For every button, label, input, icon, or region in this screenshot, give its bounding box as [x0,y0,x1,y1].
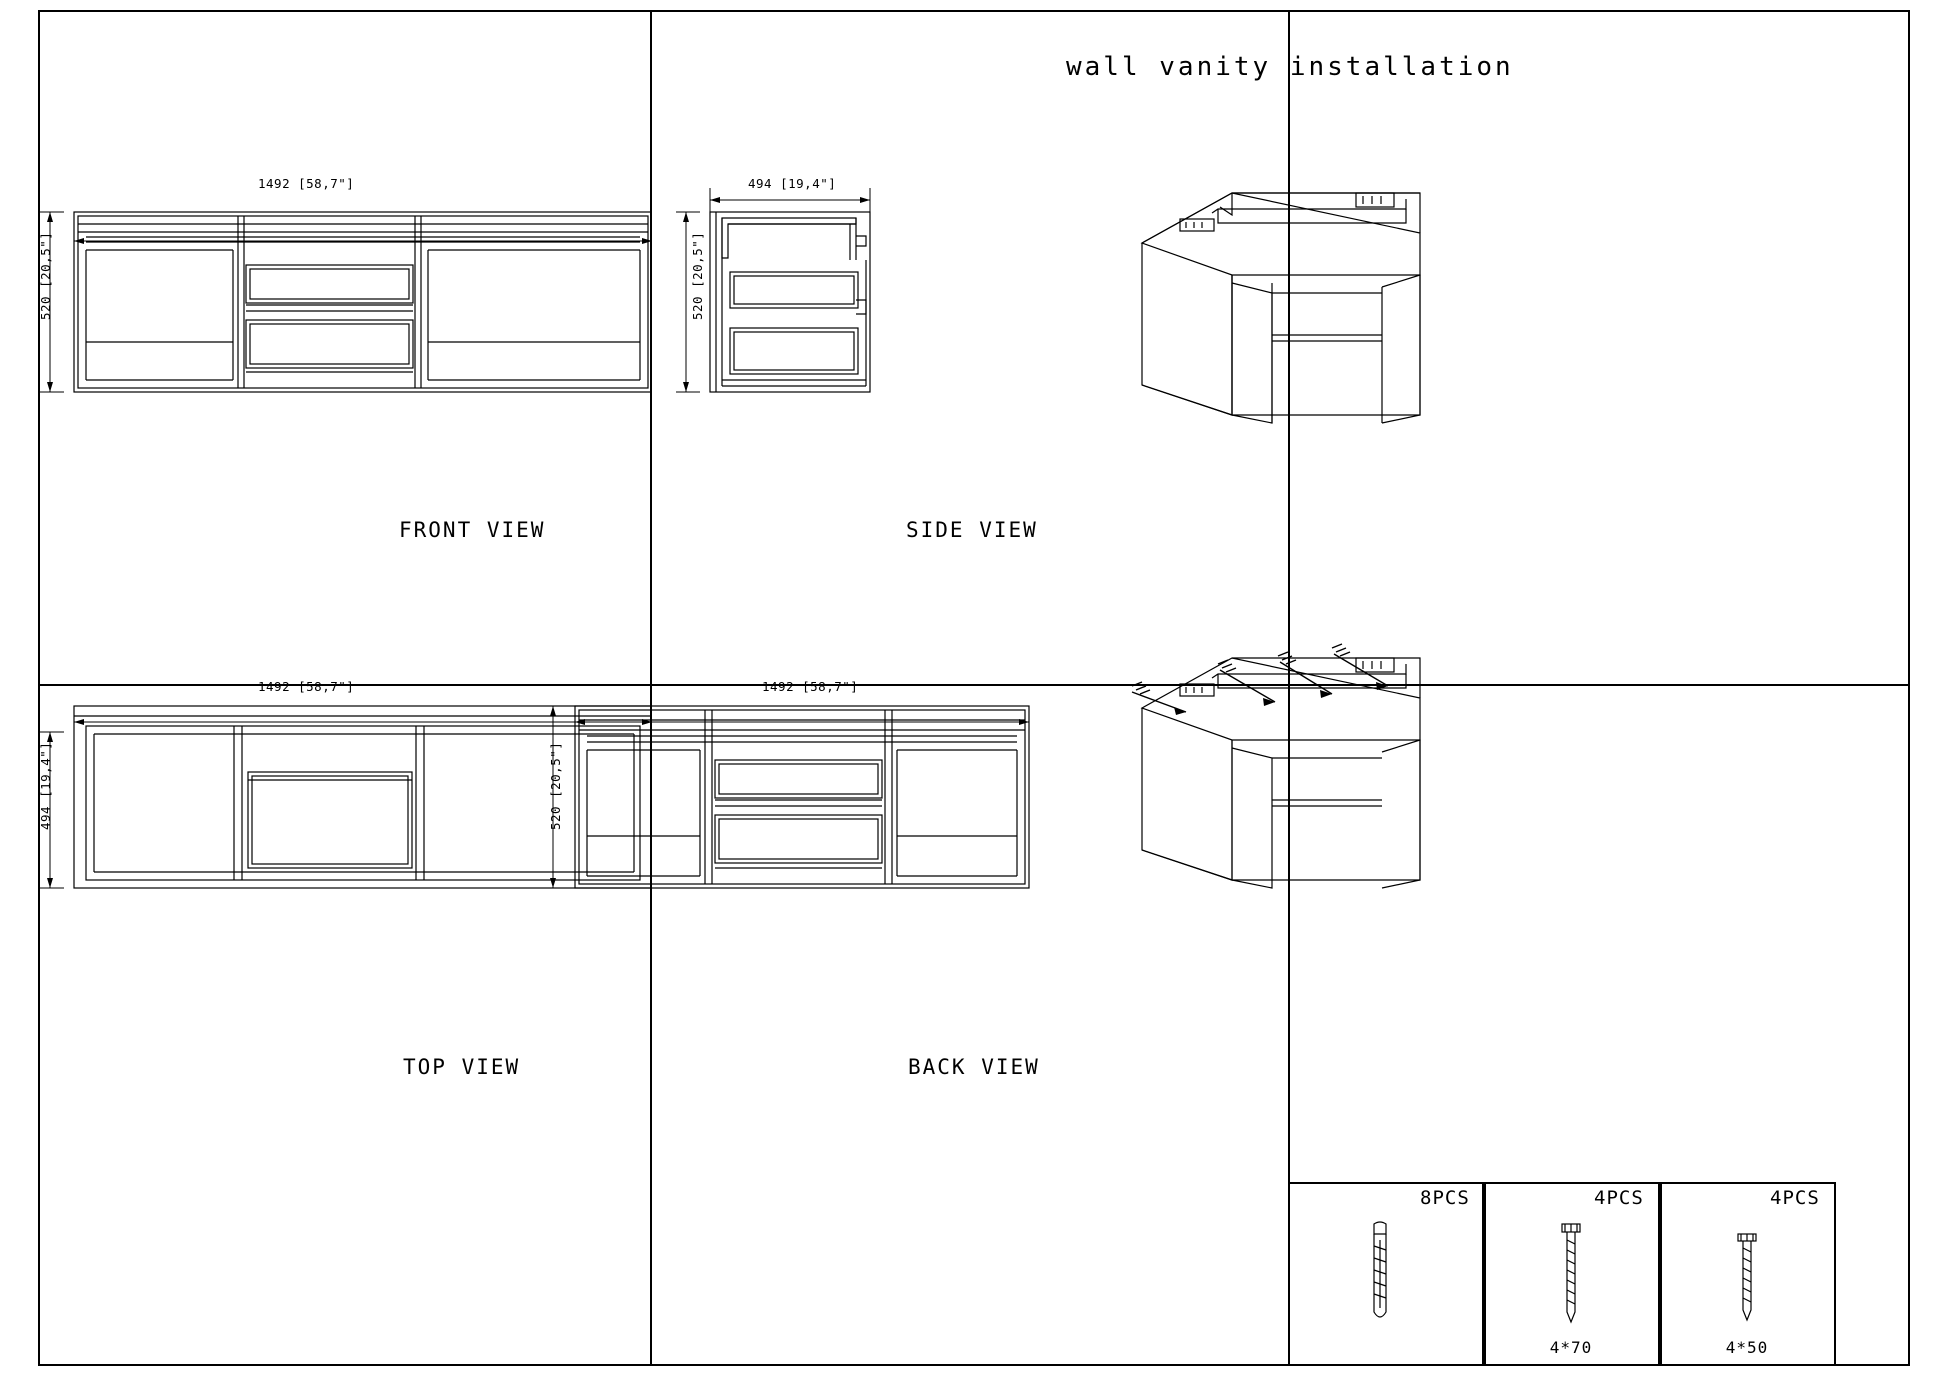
hardware-table [1288,1182,1910,1366]
top-width-dimension: 1492 [58,7"] [258,679,355,694]
screw-4x50-spec: 4*50 [1725,1338,1769,1357]
back-width-dimension: 1492 [58,7"] [762,679,859,694]
back-view-title: BACK VIEW [908,1055,1040,1079]
front-width-dimension: 1492 [58,7"] [258,176,355,191]
back-height-dimension: 520 [20,5"] [548,741,563,830]
front-height-dimension: 520 [20,5"] [38,231,53,320]
hardware-qty-anchor: 8PCS [1420,1187,1470,1209]
screw-4x70-spec: 4*70 [1549,1338,1593,1357]
hardware-qty-screw70: 4PCS [1594,1187,1644,1209]
screw-4x50-icon [1732,1232,1762,1328]
wall-anchor-icon [1360,1220,1400,1340]
front-view-title: FRONT VIEW [399,518,546,542]
installation-title: wall vanity installation [1066,52,1514,82]
iso-installation-drawing [1120,640,1480,920]
top-depth-dimension: 494 [19,4"] [38,741,53,830]
top-view-title: TOP VIEW [403,1055,521,1079]
back-view-drawing [545,660,1045,960]
screw-4x70-icon [1556,1222,1586,1330]
front-view-drawing [38,180,650,540]
hardware-qty-screw50: 4PCS [1770,1187,1820,1209]
side-view-title: SIDE VIEW [906,518,1038,542]
iso-vanity-drawing [1120,175,1460,425]
side-depth-dimension: 494 [19,4"] [748,176,837,191]
side-height-dimension: 520 [20,5"] [690,231,705,320]
